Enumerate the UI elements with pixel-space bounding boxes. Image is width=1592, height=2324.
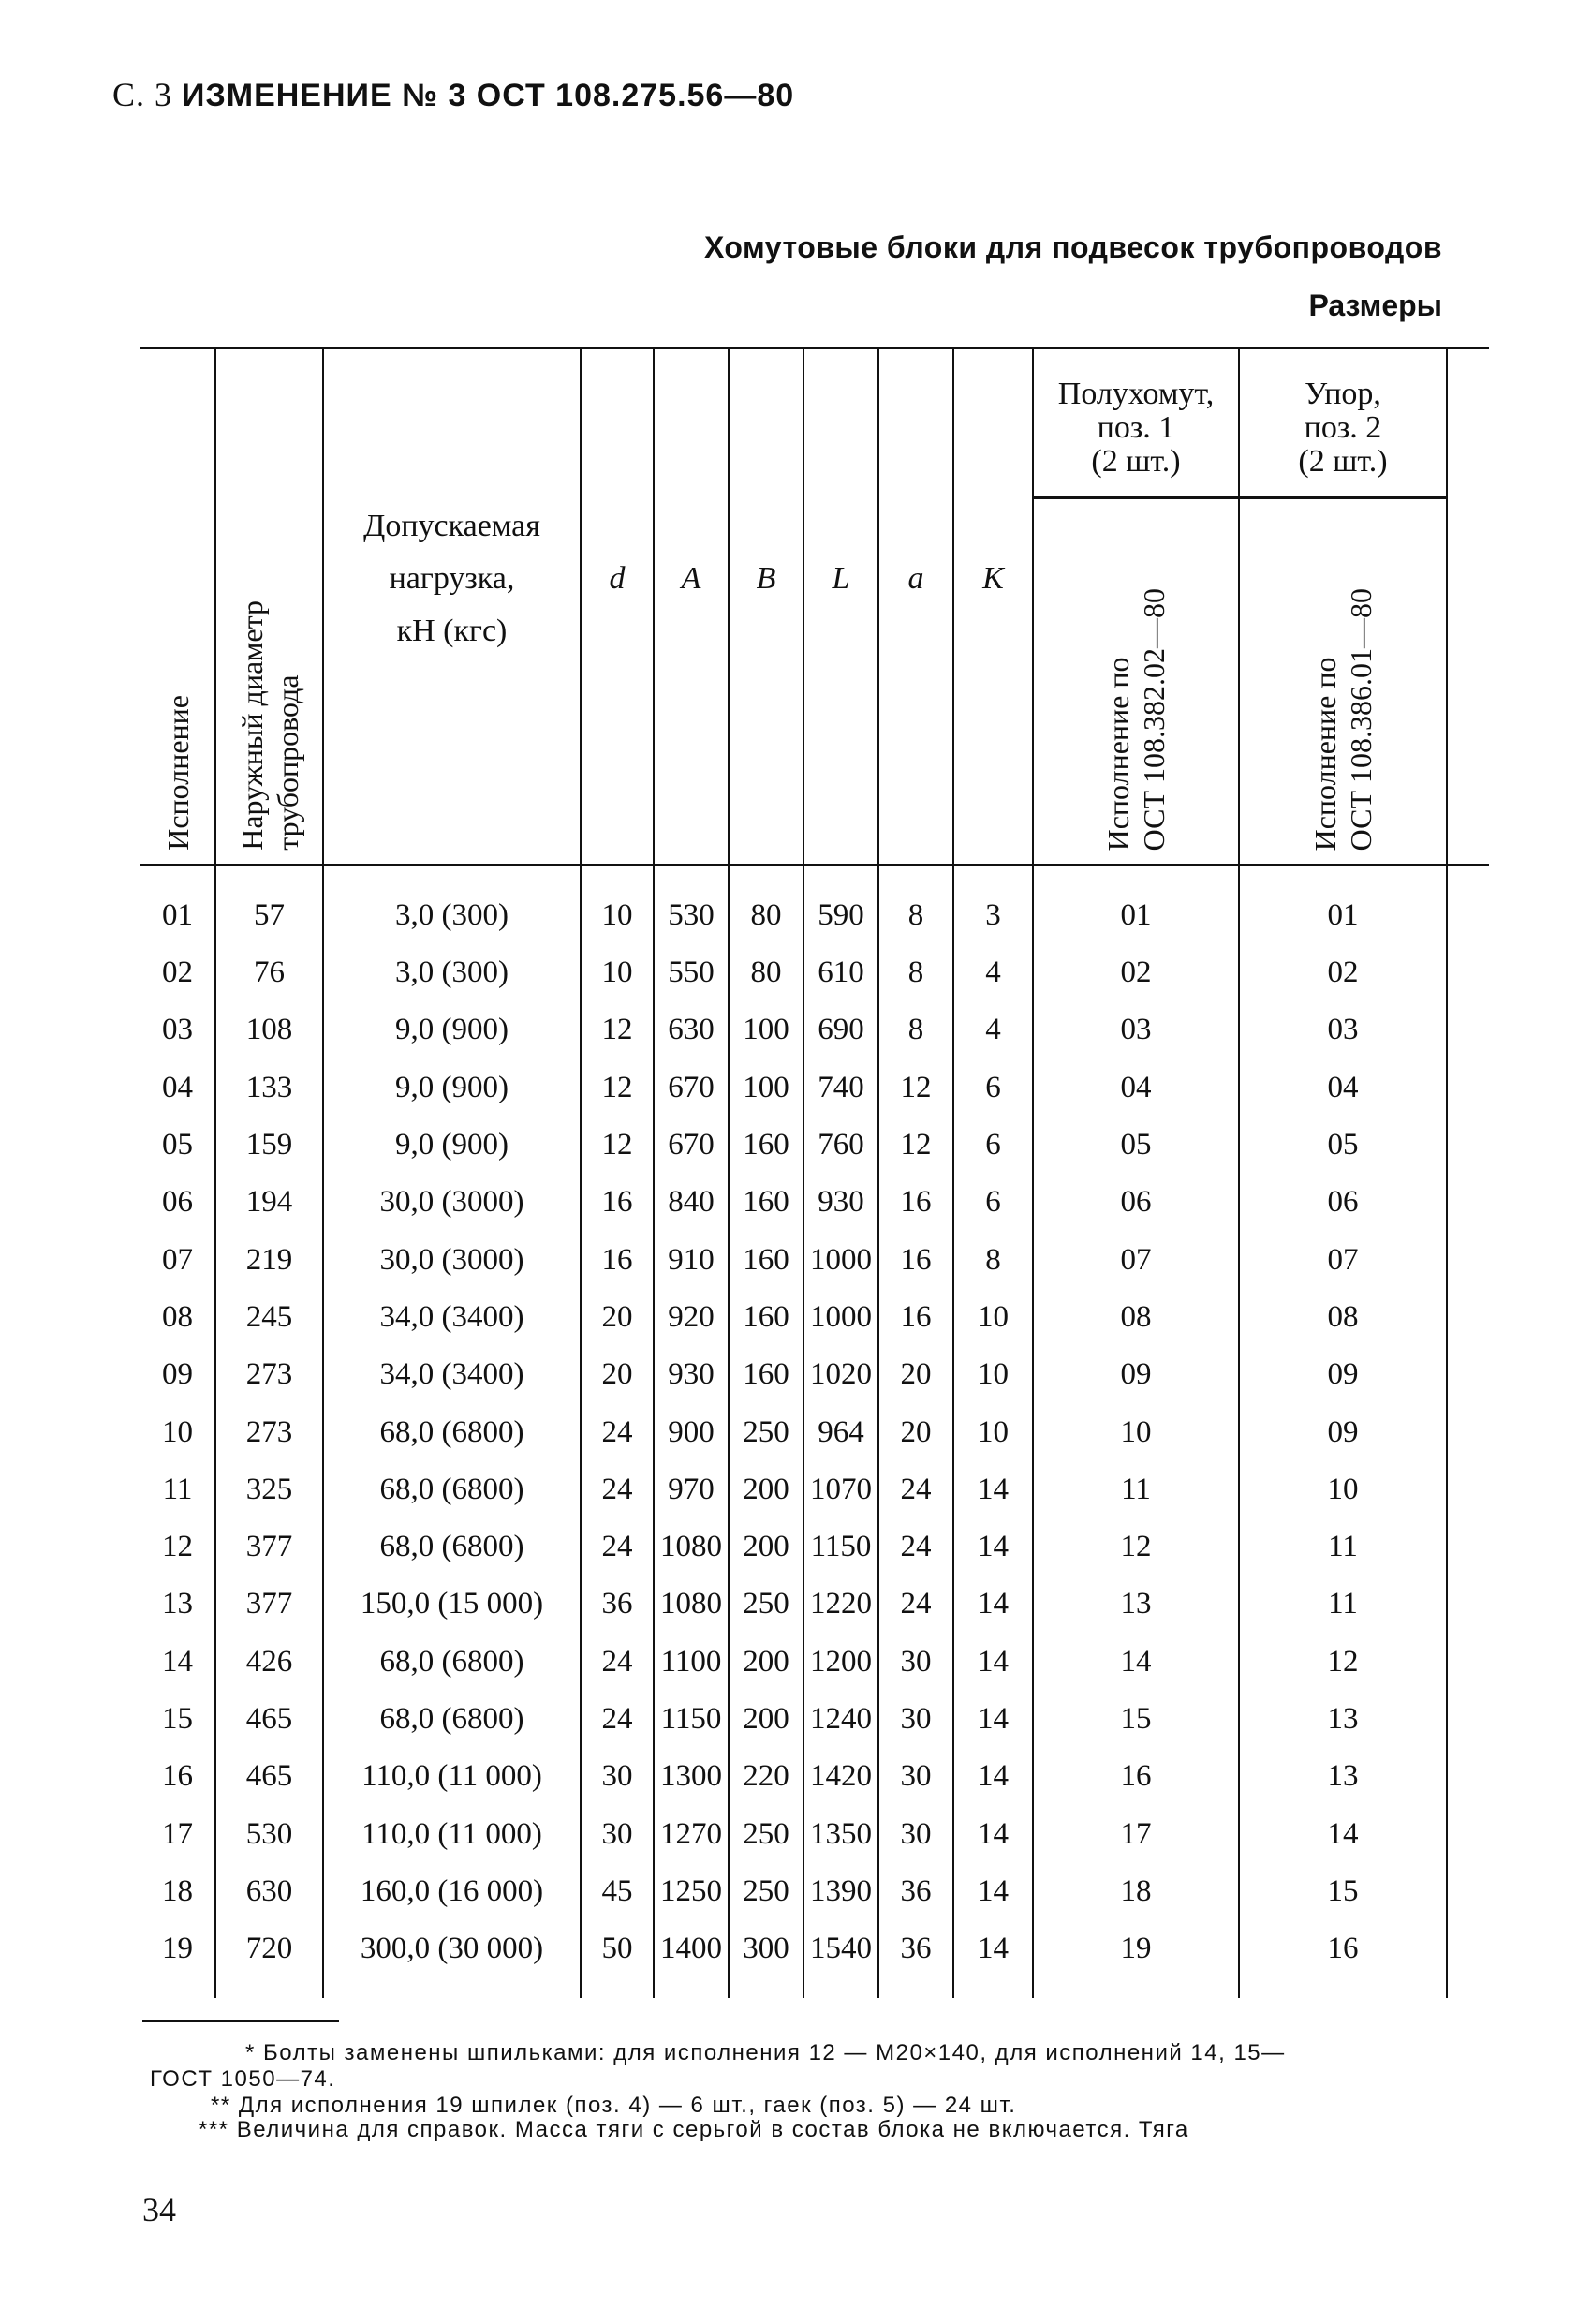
cell-variant: 18 bbox=[140, 1863, 215, 1920]
cell-half-clamp-variant: 14 bbox=[1033, 1634, 1239, 1691]
cell-diameter: 219 bbox=[215, 1231, 323, 1288]
cell-variant: 04 bbox=[140, 1059, 215, 1117]
cell-variant: 07 bbox=[140, 1231, 215, 1288]
cell-a: 24 bbox=[878, 1518, 953, 1576]
table-row bbox=[140, 944, 1489, 1001]
cell-diameter: 325 bbox=[215, 1461, 323, 1518]
cell-B: 80 bbox=[729, 866, 803, 945]
cell-variant: 17 bbox=[140, 1805, 215, 1862]
cell-B: 250 bbox=[729, 1863, 803, 1920]
cell-diameter: 465 bbox=[215, 1691, 323, 1748]
col-header-load: Допускаемая нагрузка, кН (кгс) bbox=[323, 348, 581, 866]
cell-diameter: 630 bbox=[215, 1863, 323, 1920]
cell-a: 8 bbox=[878, 944, 953, 1001]
cell-B: 200 bbox=[729, 1634, 803, 1691]
cell-half-clamp-variant: 04 bbox=[1033, 1059, 1239, 1117]
cell-stop-variant: 04 bbox=[1239, 1059, 1447, 1117]
col-group-half-clamp: Полухомут, поз. 1 (2 шт.) bbox=[1033, 348, 1239, 498]
cell-K: 14 bbox=[953, 1863, 1033, 1920]
cell-variant: 11 bbox=[140, 1461, 215, 1518]
cell-load: 110,0 (11 000) bbox=[323, 1805, 581, 1862]
col-header-L: L bbox=[803, 348, 878, 866]
cell-A: 530 bbox=[654, 866, 729, 945]
footnote-1: * Болты заменены шпильками: для исполнения 12 — М20×140, для исполнений 14, 15— bbox=[245, 2040, 1286, 2065]
cell-K: 14 bbox=[953, 1691, 1033, 1748]
cell-K: 14 bbox=[953, 1634, 1033, 1691]
cell-half-clamp-variant: 17 bbox=[1033, 1805, 1239, 1862]
cell-a: 8 bbox=[878, 1001, 953, 1058]
footnote-2: ** Для исполнения 19 шпилек (поз. 4) — 6 шт., гаек (поз. 5) — 24 шт. bbox=[211, 2093, 1017, 2118]
cell-a: 20 bbox=[878, 1403, 953, 1460]
cell-stop-variant: 14 bbox=[1239, 1805, 1447, 1862]
cell-variant: 02 bbox=[140, 944, 215, 1001]
table-row bbox=[140, 1691, 1489, 1748]
cell-stop-variant: 13 bbox=[1239, 1691, 1447, 1748]
cell-diameter: 465 bbox=[215, 1748, 323, 1805]
cell-L: 930 bbox=[803, 1174, 878, 1231]
cell-diameter: 133 bbox=[215, 1059, 323, 1117]
cell-stop-variant: 02 bbox=[1239, 944, 1447, 1001]
table-row bbox=[140, 1231, 1489, 1288]
cell-load: 150,0 (15 000) bbox=[323, 1576, 581, 1633]
cell-B: 100 bbox=[729, 1059, 803, 1117]
cell-a: 36 bbox=[878, 1863, 953, 1920]
cell-variant: 19 bbox=[140, 1920, 215, 1998]
cell-d: 12 bbox=[581, 1117, 654, 1174]
cell-diameter: 108 bbox=[215, 1001, 323, 1058]
table-row bbox=[140, 1346, 1489, 1403]
table-title: Хомутовые блоки для подвесок трубопроводов bbox=[703, 230, 1442, 264]
table-row bbox=[140, 1920, 1489, 1998]
col-header-half-clamp-variant: Исполнение по ОСТ 108.382.02—80 bbox=[1033, 498, 1239, 866]
cell-load: 9,0 (900) bbox=[323, 1117, 581, 1174]
cell-L: 740 bbox=[803, 1059, 878, 1117]
cell-a: 16 bbox=[878, 1231, 953, 1288]
cell-load: 68,0 (6800) bbox=[323, 1634, 581, 1691]
footnote-1-continued: ГОСТ 1050—74. bbox=[150, 2066, 336, 2092]
cell-stop-variant: 08 bbox=[1239, 1289, 1447, 1346]
cell-d: 24 bbox=[581, 1461, 654, 1518]
cell-L: 690 bbox=[803, 1001, 878, 1058]
cell-stop-variant: 05 bbox=[1239, 1117, 1447, 1174]
cell-diameter: 194 bbox=[215, 1174, 323, 1231]
cell-L: 610 bbox=[803, 944, 878, 1001]
cell-L: 1420 bbox=[803, 1748, 878, 1805]
table-row bbox=[140, 1059, 1489, 1117]
cell-A: 550 bbox=[654, 944, 729, 1001]
cell-a: 16 bbox=[878, 1174, 953, 1231]
cell-L: 1000 bbox=[803, 1231, 878, 1288]
page-number: 34 bbox=[142, 2191, 176, 2228]
cell-stop-variant: 09 bbox=[1239, 1346, 1447, 1403]
cell-half-clamp-variant: 02 bbox=[1033, 944, 1239, 1001]
cell-diameter: 159 bbox=[215, 1117, 323, 1174]
cell-A: 1080 bbox=[654, 1518, 729, 1576]
col-header-B: B bbox=[729, 348, 803, 866]
cell-d: 50 bbox=[581, 1920, 654, 1998]
cell-B: 100 bbox=[729, 1001, 803, 1058]
table-row bbox=[140, 1863, 1489, 1920]
cell-K: 14 bbox=[953, 1805, 1033, 1862]
cell-a: 30 bbox=[878, 1691, 953, 1748]
cell-half-clamp-variant: 05 bbox=[1033, 1117, 1239, 1174]
col-header-stop-variant: Исполнение по ОСТ 108.386.01—80 bbox=[1239, 498, 1447, 866]
cell-d: 20 bbox=[581, 1346, 654, 1403]
cell-L: 964 bbox=[803, 1403, 878, 1460]
cell-a: 12 bbox=[878, 1059, 953, 1117]
cell-K: 8 bbox=[953, 1231, 1033, 1288]
cell-B: 160 bbox=[729, 1174, 803, 1231]
cell-K: 6 bbox=[953, 1174, 1033, 1231]
cell-A: 930 bbox=[654, 1346, 729, 1403]
cell-variant: 03 bbox=[140, 1001, 215, 1058]
cell-L: 760 bbox=[803, 1117, 878, 1174]
cell-half-clamp-variant: 01 bbox=[1033, 866, 1239, 945]
table-row bbox=[140, 1461, 1489, 1518]
cell-d: 36 bbox=[581, 1576, 654, 1633]
cell-load: 9,0 (900) bbox=[323, 1001, 581, 1058]
cell-K: 10 bbox=[953, 1346, 1033, 1403]
cell-stop-variant: 03 bbox=[1239, 1001, 1447, 1058]
cell-half-clamp-variant: 11 bbox=[1033, 1461, 1239, 1518]
cell-half-clamp-variant: 19 bbox=[1033, 1920, 1239, 1998]
cell-L: 1000 bbox=[803, 1289, 878, 1346]
cell-B: 300 bbox=[729, 1920, 803, 1998]
cell-K: 14 bbox=[953, 1576, 1033, 1633]
change-title: ИЗМЕНЕНИЕ № 3 ОСТ 108.275.56—80 bbox=[182, 78, 795, 113]
cell-d: 10 bbox=[581, 866, 654, 945]
cell-L: 1200 bbox=[803, 1634, 878, 1691]
cell-K: 10 bbox=[953, 1403, 1033, 1460]
cell-load: 110,0 (11 000) bbox=[323, 1748, 581, 1805]
cell-load: 160,0 (16 000) bbox=[323, 1863, 581, 1920]
cell-A: 1270 bbox=[654, 1805, 729, 1862]
cell-diameter: 273 bbox=[215, 1346, 323, 1403]
cell-K: 4 bbox=[953, 944, 1033, 1001]
cell-stop-variant: 13 bbox=[1239, 1748, 1447, 1805]
page-prefix: С. 3 bbox=[112, 76, 173, 113]
cell-a: 16 bbox=[878, 1289, 953, 1346]
cell-load: 68,0 (6800) bbox=[323, 1461, 581, 1518]
cell-variant: 12 bbox=[140, 1518, 215, 1576]
cell-a: 36 bbox=[878, 1920, 953, 1998]
cell-B: 160 bbox=[729, 1346, 803, 1403]
table-row bbox=[140, 1518, 1489, 1576]
cell-half-clamp-variant: 12 bbox=[1033, 1518, 1239, 1576]
table-row bbox=[140, 1805, 1489, 1862]
cell-B: 200 bbox=[729, 1461, 803, 1518]
cell-stop-variant: 11 bbox=[1239, 1518, 1447, 1576]
cell-d: 12 bbox=[581, 1001, 654, 1058]
cell-B: 160 bbox=[729, 1117, 803, 1174]
cell-d: 20 bbox=[581, 1289, 654, 1346]
cell-d: 24 bbox=[581, 1403, 654, 1460]
cell-K: 14 bbox=[953, 1920, 1033, 1998]
cell-load: 30,0 (3000) bbox=[323, 1231, 581, 1288]
cell-variant: 06 bbox=[140, 1174, 215, 1231]
cell-half-clamp-variant: 15 bbox=[1033, 1691, 1239, 1748]
cell-A: 670 bbox=[654, 1117, 729, 1174]
cell-a: 12 bbox=[878, 1117, 953, 1174]
cell-half-clamp-variant: 08 bbox=[1033, 1289, 1239, 1346]
cell-B: 160 bbox=[729, 1289, 803, 1346]
cell-a: 30 bbox=[878, 1805, 953, 1862]
cell-a: 30 bbox=[878, 1748, 953, 1805]
cell-a: 8 bbox=[878, 866, 953, 945]
col-header-K: K bbox=[953, 348, 1033, 866]
cell-load: 9,0 (900) bbox=[323, 1059, 581, 1117]
cell-load: 3,0 (300) bbox=[323, 866, 581, 945]
table-row bbox=[140, 1117, 1489, 1174]
cell-B: 200 bbox=[729, 1691, 803, 1748]
cell-variant: 08 bbox=[140, 1289, 215, 1346]
cell-half-clamp-variant: 07 bbox=[1033, 1231, 1239, 1288]
cell-load: 34,0 (3400) bbox=[323, 1289, 581, 1346]
table-row bbox=[140, 1634, 1489, 1691]
sizes-label: Размеры bbox=[1308, 289, 1442, 322]
cell-load: 68,0 (6800) bbox=[323, 1518, 581, 1576]
cell-A: 670 bbox=[654, 1059, 729, 1117]
cell-B: 250 bbox=[729, 1805, 803, 1862]
cell-a: 20 bbox=[878, 1346, 953, 1403]
cell-K: 14 bbox=[953, 1461, 1033, 1518]
cell-d: 24 bbox=[581, 1691, 654, 1748]
cell-B: 80 bbox=[729, 944, 803, 1001]
col-header-variant: Исполнение bbox=[140, 348, 215, 866]
cell-stop-variant: 12 bbox=[1239, 1634, 1447, 1691]
cell-L: 1220 bbox=[803, 1576, 878, 1633]
cell-variant: 15 bbox=[140, 1691, 215, 1748]
cell-diameter: 377 bbox=[215, 1576, 323, 1633]
cell-B: 160 bbox=[729, 1231, 803, 1288]
cell-load: 3,0 (300) bbox=[323, 944, 581, 1001]
table-row bbox=[140, 1174, 1489, 1231]
cell-L: 1150 bbox=[803, 1518, 878, 1576]
cell-d: 30 bbox=[581, 1805, 654, 1862]
cell-d: 30 bbox=[581, 1748, 654, 1805]
cell-diameter: 720 bbox=[215, 1920, 323, 1998]
cell-L: 1020 bbox=[803, 1346, 878, 1403]
cell-half-clamp-variant: 13 bbox=[1033, 1576, 1239, 1633]
cell-diameter: 426 bbox=[215, 1634, 323, 1691]
col-header-A: A bbox=[654, 348, 729, 866]
cell-half-clamp-variant: 16 bbox=[1033, 1748, 1239, 1805]
cell-K: 3 bbox=[953, 866, 1033, 945]
cell-diameter: 377 bbox=[215, 1518, 323, 1576]
cell-load: 30,0 (3000) bbox=[323, 1174, 581, 1231]
table-row bbox=[140, 1001, 1489, 1058]
cell-load: 34,0 (3400) bbox=[323, 1346, 581, 1403]
cell-K: 14 bbox=[953, 1518, 1033, 1576]
cell-variant: 01 bbox=[140, 866, 215, 945]
cell-d: 16 bbox=[581, 1174, 654, 1231]
cell-variant: 05 bbox=[140, 1117, 215, 1174]
cell-A: 900 bbox=[654, 1403, 729, 1460]
cell-diameter: 57 bbox=[215, 866, 323, 945]
cell-half-clamp-variant: 18 bbox=[1033, 1863, 1239, 1920]
cell-variant: 09 bbox=[140, 1346, 215, 1403]
cell-B: 200 bbox=[729, 1518, 803, 1576]
cell-a: 24 bbox=[878, 1461, 953, 1518]
cell-L: 1390 bbox=[803, 1863, 878, 1920]
cell-stop-variant: 10 bbox=[1239, 1461, 1447, 1518]
footnote-3: *** Величина для справок. Масса тяги с серьгой в состав блока не включается. Тяга bbox=[199, 2117, 1189, 2142]
cell-A: 1080 bbox=[654, 1576, 729, 1633]
footnote-rule bbox=[142, 2020, 339, 2022]
cell-half-clamp-variant: 03 bbox=[1033, 1001, 1239, 1058]
cell-K: 4 bbox=[953, 1001, 1033, 1058]
cell-K: 14 bbox=[953, 1748, 1033, 1805]
cell-stop-variant: 15 bbox=[1239, 1863, 1447, 1920]
table-row bbox=[140, 1403, 1489, 1460]
cell-stop-variant: 01 bbox=[1239, 866, 1447, 945]
col-header-a: a bbox=[878, 348, 953, 866]
cell-variant: 16 bbox=[140, 1748, 215, 1805]
cell-L: 1350 bbox=[803, 1805, 878, 1862]
cell-A: 1250 bbox=[654, 1863, 729, 1920]
clamp-blocks-table bbox=[140, 347, 1489, 1998]
cell-load: 68,0 (6800) bbox=[323, 1403, 581, 1460]
cell-stop-variant: 09 bbox=[1239, 1403, 1447, 1460]
col-header-d: d bbox=[581, 348, 654, 866]
cell-stop-variant: 06 bbox=[1239, 1174, 1447, 1231]
cell-load: 300,0 (30 000) bbox=[323, 1920, 581, 1998]
cell-half-clamp-variant: 06 bbox=[1033, 1174, 1239, 1231]
cell-variant: 14 bbox=[140, 1634, 215, 1691]
cell-variant: 10 bbox=[140, 1403, 215, 1460]
cell-A: 630 bbox=[654, 1001, 729, 1058]
cell-A: 910 bbox=[654, 1231, 729, 1288]
cell-diameter: 76 bbox=[215, 944, 323, 1001]
cell-A: 1300 bbox=[654, 1748, 729, 1805]
cell-a: 24 bbox=[878, 1576, 953, 1633]
cell-A: 1150 bbox=[654, 1691, 729, 1748]
cell-B: 250 bbox=[729, 1576, 803, 1633]
cell-diameter: 530 bbox=[215, 1805, 323, 1862]
cell-stop-variant: 16 bbox=[1239, 1920, 1447, 1998]
cell-L: 590 bbox=[803, 866, 878, 945]
page-header bbox=[112, 75, 794, 114]
cell-load: 68,0 (6800) bbox=[323, 1691, 581, 1748]
cell-A: 1100 bbox=[654, 1634, 729, 1691]
col-group-stop: Упор, поз. 2 (2 шт.) bbox=[1239, 348, 1447, 498]
cell-d: 10 bbox=[581, 944, 654, 1001]
cell-stop-variant: 07 bbox=[1239, 1231, 1447, 1288]
cell-diameter: 245 bbox=[215, 1289, 323, 1346]
cell-A: 970 bbox=[654, 1461, 729, 1518]
cell-d: 24 bbox=[581, 1634, 654, 1691]
cell-B: 220 bbox=[729, 1748, 803, 1805]
cell-variant: 13 bbox=[140, 1576, 215, 1633]
cell-half-clamp-variant: 10 bbox=[1033, 1403, 1239, 1460]
table-row bbox=[140, 1748, 1489, 1805]
cell-L: 1240 bbox=[803, 1691, 878, 1748]
table-row bbox=[140, 1576, 1489, 1633]
cell-a: 30 bbox=[878, 1634, 953, 1691]
cell-K: 6 bbox=[953, 1059, 1033, 1117]
table-row bbox=[140, 866, 1489, 945]
cell-d: 16 bbox=[581, 1231, 654, 1288]
cell-diameter: 273 bbox=[215, 1403, 323, 1460]
cell-d: 24 bbox=[581, 1518, 654, 1576]
cell-K: 6 bbox=[953, 1117, 1033, 1174]
cell-A: 920 bbox=[654, 1289, 729, 1346]
cell-K: 10 bbox=[953, 1289, 1033, 1346]
cell-B: 250 bbox=[729, 1403, 803, 1460]
cell-A: 1400 bbox=[654, 1920, 729, 1998]
cell-L: 1540 bbox=[803, 1920, 878, 1998]
col-header-diameter: Наружный диаметр трубопровода bbox=[215, 348, 323, 866]
cell-A: 840 bbox=[654, 1174, 729, 1231]
cell-d: 45 bbox=[581, 1863, 654, 1920]
cell-half-clamp-variant: 09 bbox=[1033, 1346, 1239, 1403]
table-row bbox=[140, 1289, 1489, 1346]
cell-d: 12 bbox=[581, 1059, 654, 1117]
cell-L: 1070 bbox=[803, 1461, 878, 1518]
cell-stop-variant: 11 bbox=[1239, 1576, 1447, 1633]
